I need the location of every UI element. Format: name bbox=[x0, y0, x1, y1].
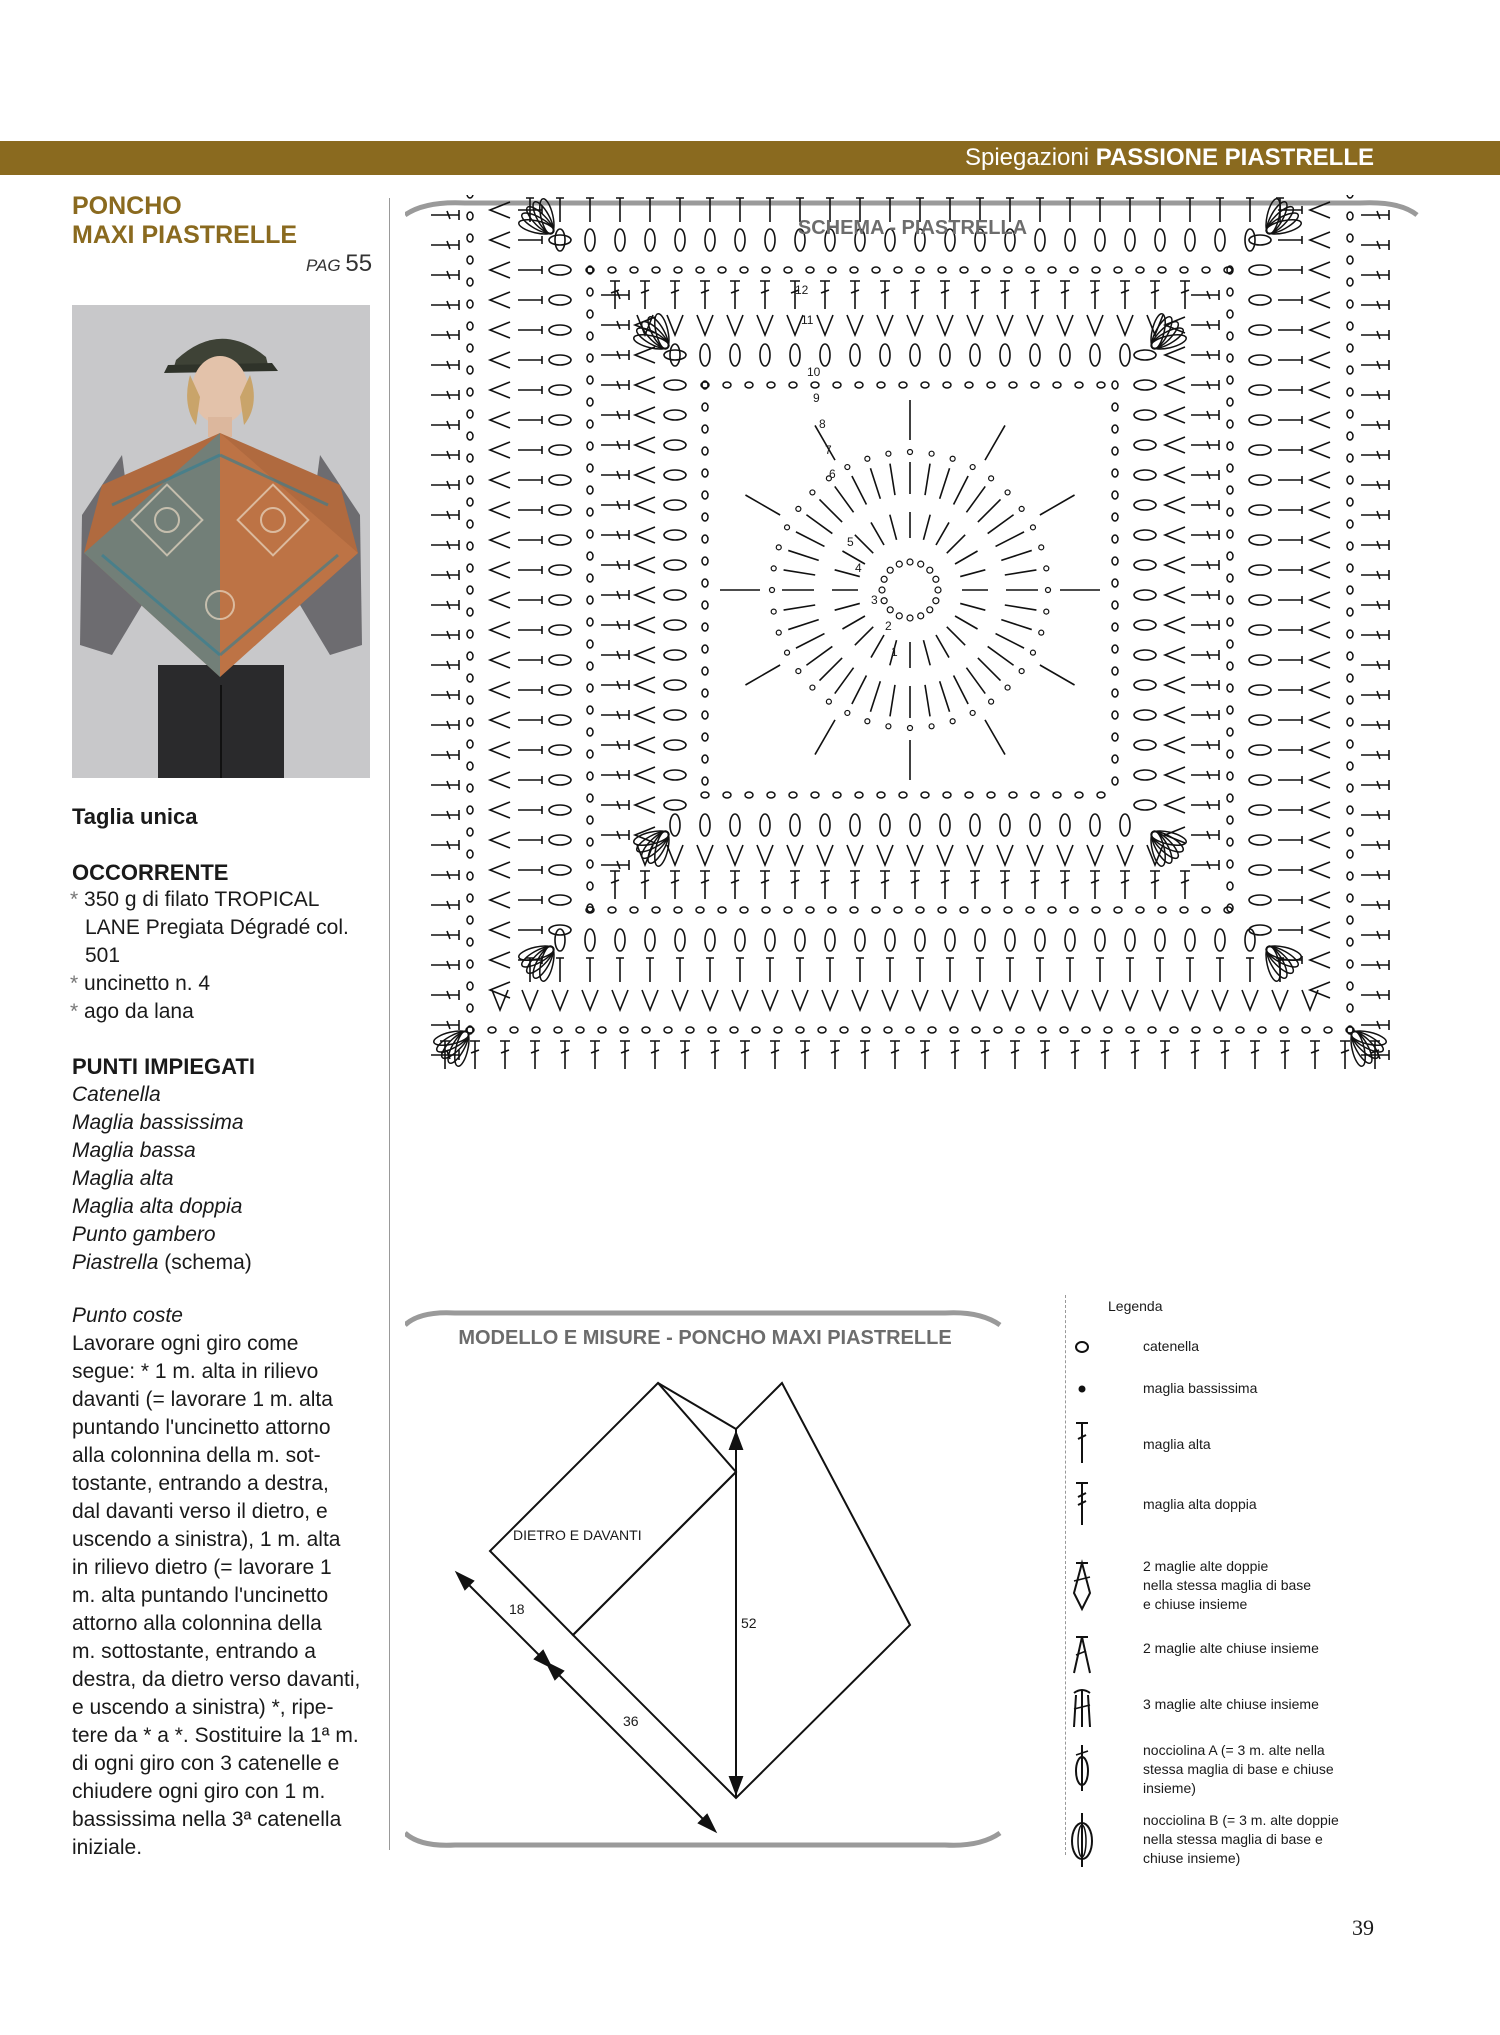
poncho-shape bbox=[490, 1383, 910, 1798]
modello-diagram bbox=[405, 1305, 1005, 1865]
nocciolina-a-icon bbox=[1070, 1741, 1100, 1797]
size-label: Taglia unica bbox=[72, 804, 198, 829]
legend-item: 3 maglie alte chiuse insieme bbox=[1070, 1687, 1450, 1733]
legend-item: maglia alta bbox=[1070, 1425, 1450, 1485]
header-prefix: Spiegazioni bbox=[964, 144, 1090, 171]
occorrente-item: * 350 g di filato TROPICAL bbox=[70, 888, 320, 911]
schema-title: SCHEMA - PIASTRELLA bbox=[797, 217, 1028, 239]
dimension-arrows bbox=[457, 1433, 742, 1831]
column-divider bbox=[389, 198, 390, 1850]
page-reference bbox=[306, 250, 372, 278]
punti-item: Maglia bassa bbox=[72, 1139, 196, 1162]
legend-item: 2 maglie alte chiuse insieme bbox=[1070, 1633, 1450, 1679]
chain-icon bbox=[1070, 1337, 1100, 1357]
round-number: 5 bbox=[847, 535, 854, 549]
dtr2tog-icon bbox=[1070, 1557, 1100, 1613]
slip-stitch-icon bbox=[1070, 1379, 1100, 1399]
round-number: 4 bbox=[855, 561, 862, 575]
round-number: 11 bbox=[801, 313, 814, 327]
punti-item: Maglia alta doppia bbox=[72, 1195, 243, 1218]
punto-coste-text: Lavorare ogni giro come segue: * 1 m. alta in rilievo davanti (= lavorare 1 m. alta puntando l'uncinetto attorno alla colonnina della m. sot- tostante, entrando a destra, dal davanti verso il dietro, e uscendo a sinistra), 1 m. alta in rilievo dietro (= lavorare 1 m. alta puntando l'uncinetto attorno alla colonnina della m. sottostante, entrando a destra, da dietro verso davanti, e uscendo a sinistra) *, ripe- tere da * a *. Sostituire la 1ª m. di ogni giro con 3 catenelle e chiudere ogni giro con 1 m. bassissima nella 3ª catenella iniziale. bbox=[72, 1332, 361, 1859]
legend-item: 2 maglie alte doppie nella stessa maglia di base e chiuse insieme bbox=[1070, 1557, 1450, 1619]
occorrente-item: * uncinetto n. 4 bbox=[70, 972, 211, 995]
title-line-2: MAXI PIASTRELLE bbox=[72, 221, 298, 249]
occorrente-list bbox=[70, 886, 380, 1026]
page-number: 39 bbox=[1352, 1915, 1374, 1940]
modello-title: MODELLO E MISURE - PONCHO MAXI PIASTRELLE bbox=[458, 1327, 952, 1349]
page-ref-label: PAG bbox=[306, 256, 341, 275]
occorrente-item-cont: 501 bbox=[85, 944, 121, 967]
legend-item: maglia alta doppia bbox=[1070, 1485, 1450, 1545]
round-number: 10 bbox=[807, 365, 821, 379]
dietro-davanti-label: DIETRO E DAVANTI bbox=[513, 1527, 642, 1543]
page-ref-number: 55 bbox=[345, 250, 373, 277]
title-line-1: PONCHO bbox=[72, 192, 182, 220]
legend-item: nocciolina B (= 3 m. alte doppie nella stessa maglia di base e chiuse insieme) bbox=[1070, 1811, 1450, 1871]
dim-36: 36 bbox=[623, 1713, 639, 1729]
round-number: 6 bbox=[829, 467, 836, 481]
occorrente-heading: OCCORRENTE bbox=[72, 860, 229, 885]
crochet-chart bbox=[431, 195, 1389, 1069]
pattern-title bbox=[72, 192, 297, 250]
legend-item: nocciolina A (= 3 m. alte nella stessa maglia di base e chiuse insieme) bbox=[1070, 1741, 1450, 1801]
round-number: 8 bbox=[819, 417, 826, 431]
nocciolina-b-icon bbox=[1070, 1811, 1100, 1869]
tr2tog-icon bbox=[1070, 1633, 1100, 1677]
header-section: PASSIONE PIASTRELLE bbox=[1095, 144, 1374, 171]
punti-item: Catenella bbox=[72, 1083, 161, 1106]
treble-icon bbox=[1070, 1419, 1100, 1469]
round-number: 12 bbox=[795, 283, 809, 297]
occorrente-item-cont: LANE Pregiata Dégradé col. bbox=[85, 916, 349, 939]
round-number: 2 bbox=[885, 619, 892, 633]
header-title bbox=[965, 144, 1374, 172]
punti-heading: PUNTI IMPIEGATI bbox=[72, 1054, 255, 1079]
punti-item: Piastrella (schema) bbox=[72, 1251, 252, 1274]
dim-18: 18 bbox=[509, 1601, 525, 1617]
legend-title: Legenda bbox=[1108, 1298, 1163, 1314]
model-photo bbox=[72, 305, 370, 778]
legend-divider bbox=[1065, 1295, 1067, 1855]
round-number: 3 bbox=[871, 593, 878, 607]
double-treble-icon bbox=[1070, 1479, 1100, 1529]
tr3tog-icon bbox=[1070, 1687, 1100, 1731]
punti-item: Maglia alta bbox=[72, 1167, 174, 1190]
punti-item: Punto gambero bbox=[72, 1223, 216, 1246]
round-number: 1 bbox=[891, 645, 898, 659]
round-number: 7 bbox=[825, 443, 832, 457]
dim-52: 52 bbox=[741, 1615, 757, 1631]
punti-list bbox=[72, 1081, 372, 1277]
schema-diagram bbox=[405, 195, 1420, 1265]
punto-coste-heading: Punto coste bbox=[72, 1304, 183, 1327]
punti-item: Maglia bassissima bbox=[72, 1111, 244, 1134]
round-number: 9 bbox=[813, 391, 820, 405]
round-numbers bbox=[763, 267, 898, 747]
occorrente-item: * ago da lana bbox=[70, 1000, 194, 1023]
legend: Legenda catenella maglia bassissima maglia alta maglia alta doppia 2 maglie alte doppie nella stessa maglia di base e chiuse insieme 2 maglie alte chiuse insieme 3 maglie alte chiuse insieme nocciolina A (= 3 m. alte nella stessa maglia di base e chiuse insieme) nocciolina B (= 3 m. alte doppie nella stessa maglia di base e chiuse insieme) bbox=[1070, 1295, 1450, 1855]
